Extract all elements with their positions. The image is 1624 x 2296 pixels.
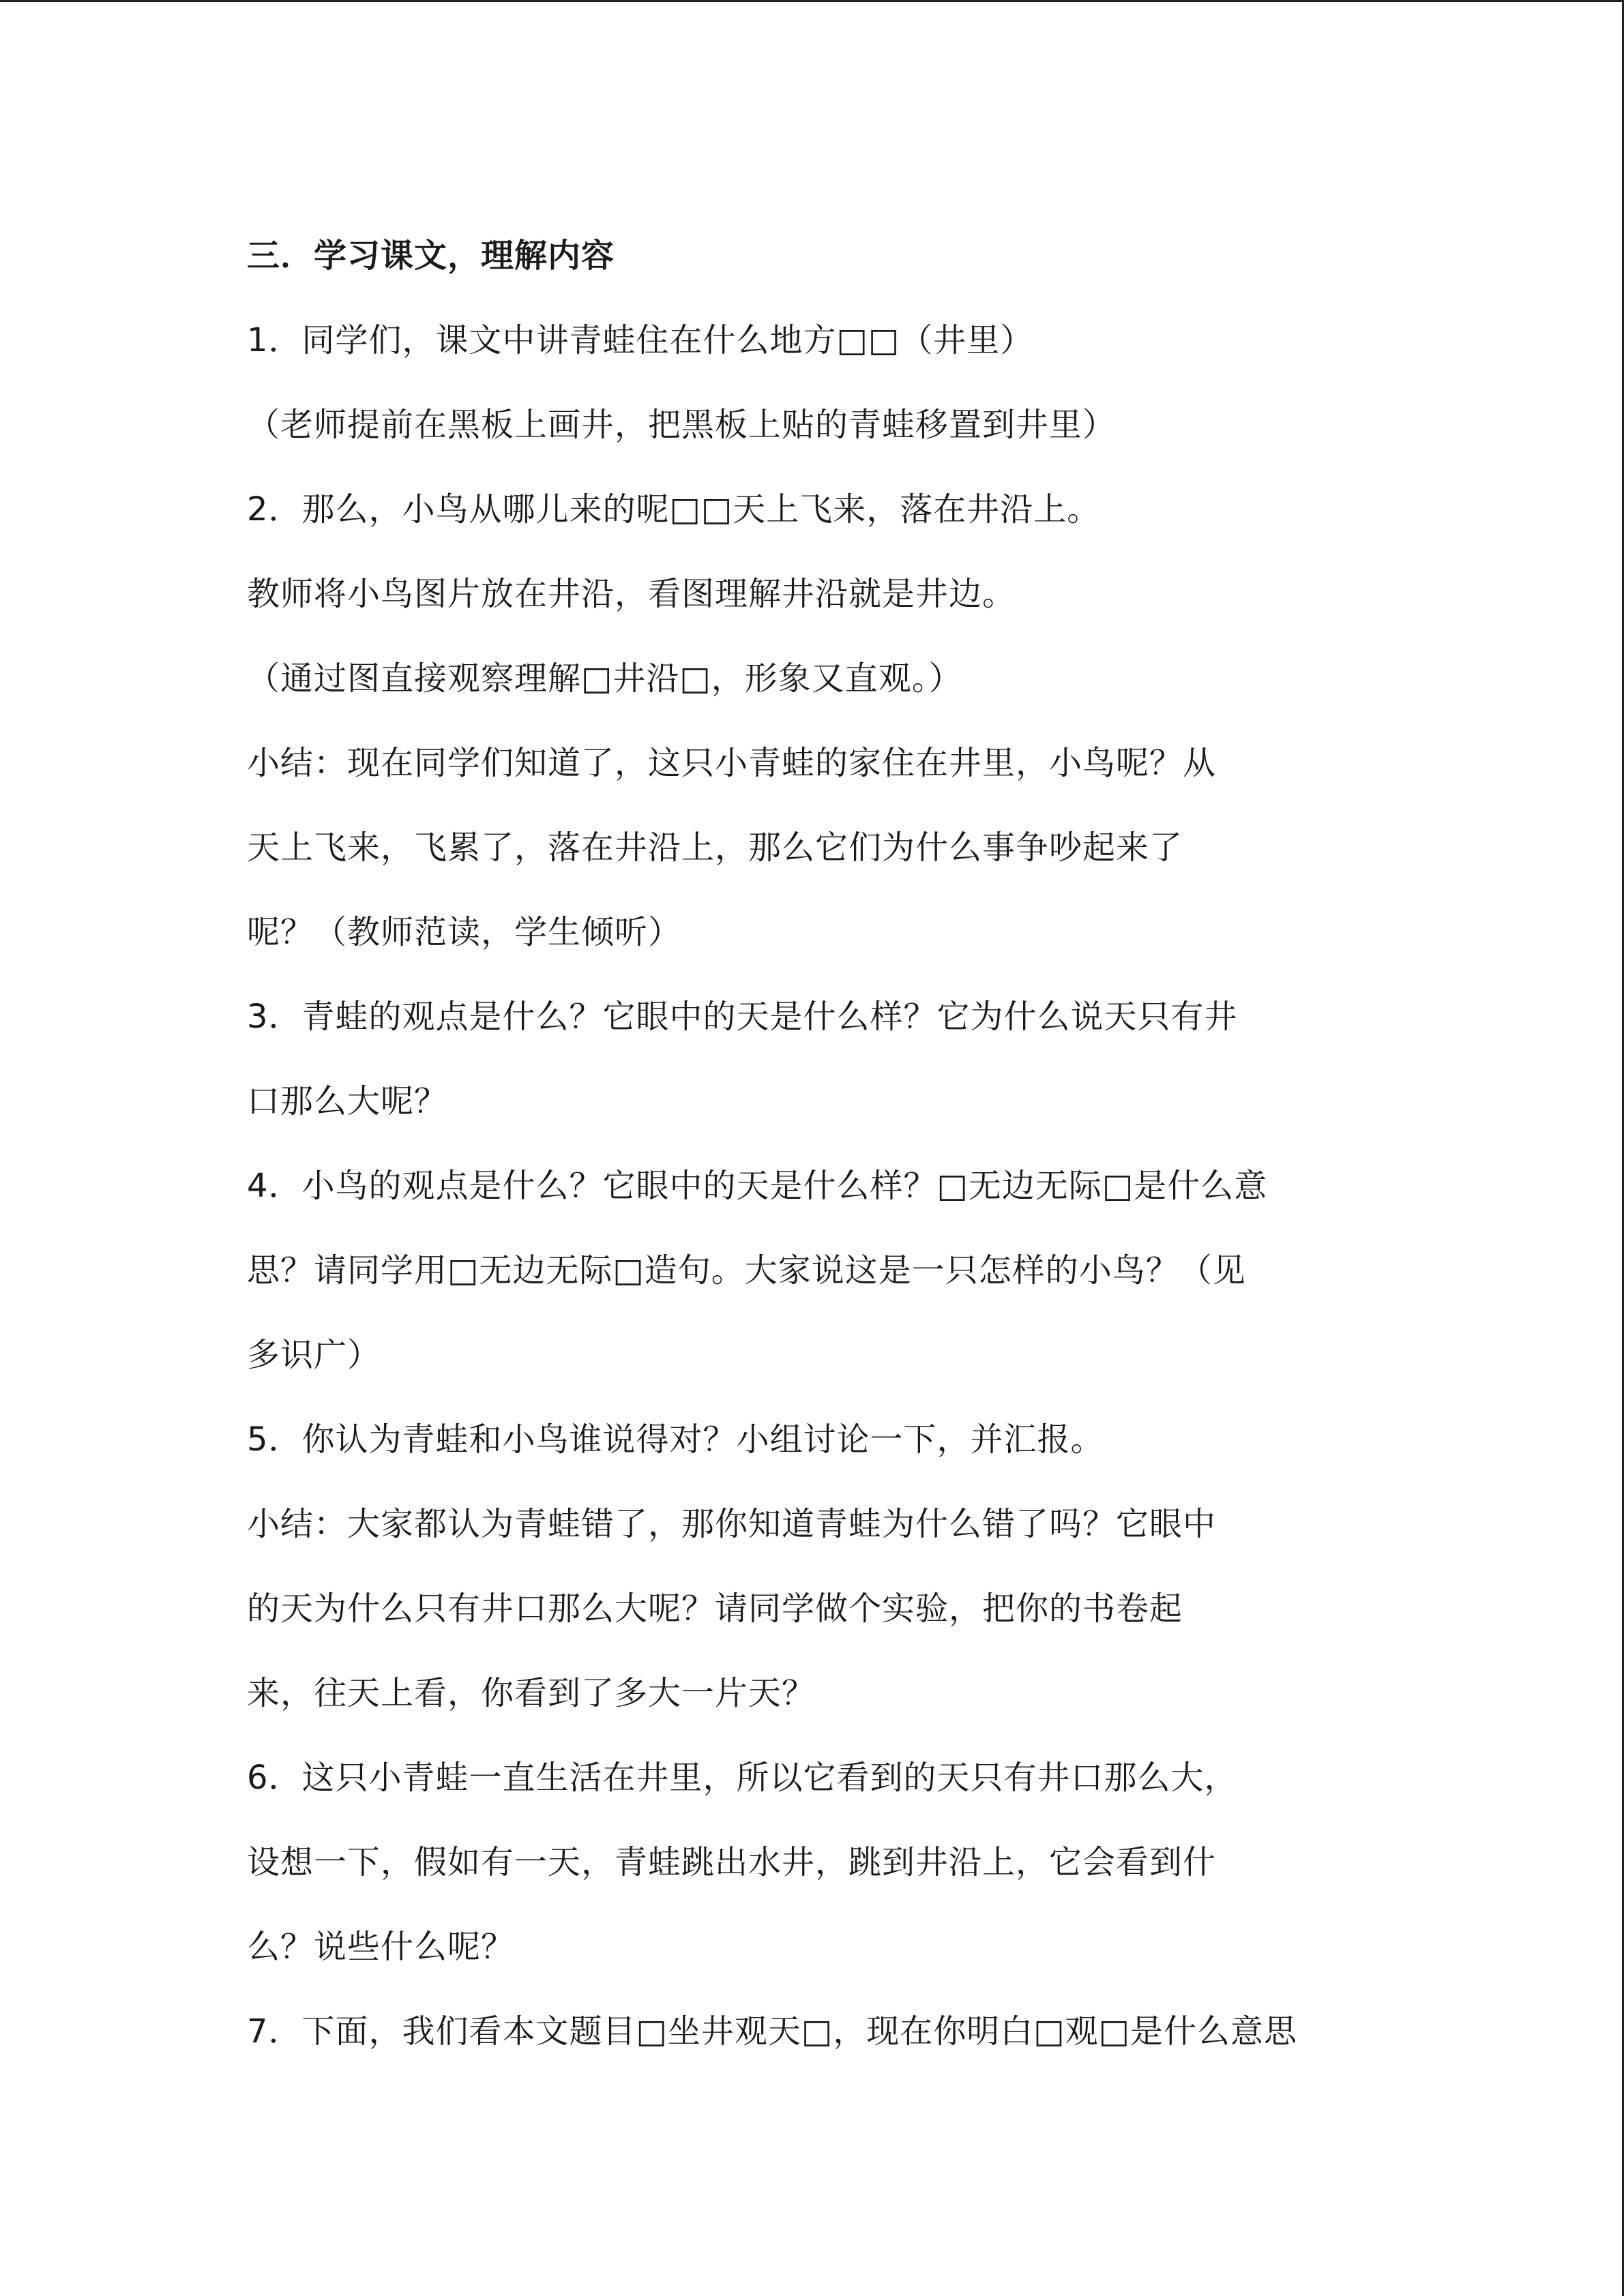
text-line: 来，往天上看，你看到了多大一片天？ bbox=[247, 1674, 816, 1712]
text-line: （老师提前在黑板上画井，把黑板上贴的青蛙移置到井里） bbox=[247, 406, 1117, 444]
text-line: 小结：现在同学们知道了，这只小青蛙的家住在井里，小鸟呢？从 bbox=[247, 744, 1217, 782]
text-line: 口那么大呢？ bbox=[247, 1082, 448, 1120]
text-line: 6．这只小青蛙一直生活在井里，所以它看到的天只有井口那么大， bbox=[247, 1759, 1238, 1797]
section-heading: 三．学习课文，理解内容 bbox=[247, 237, 615, 275]
text-line: 呢？（教师范读，学生倾听） bbox=[247, 913, 682, 951]
text-line: 2．那么，小鸟从哪儿来的呢□□天上飞来，落在井沿上。 bbox=[247, 490, 1101, 528]
text-line: 多识广） bbox=[247, 1336, 381, 1374]
text-line: （通过图直接观察理解□井沿□，形象又直观。） bbox=[247, 659, 962, 698]
text-line: 思？请同学用□无边无际□造句。大家说这是一只怎样的小鸟？（见 bbox=[247, 1251, 1246, 1289]
text-line: 小结：大家都认为青蛙错了，那你知道青蛙为什么错了吗？它眼中 bbox=[247, 1505, 1217, 1543]
text-line: 1．同学们，课文中讲青蛙住在什么地方□□（井里） bbox=[247, 321, 1034, 359]
text-line: 设想一下，假如有一天，青蛙跳出水井，跳到井沿上，它会看到什 bbox=[247, 1843, 1217, 1881]
text-line: 的天为什么只有井口那么大呢？请同学做个实验，把你的书卷起 bbox=[247, 1590, 1183, 1628]
text-line: 么？说些什么呢？ bbox=[247, 1928, 515, 1966]
document-body bbox=[247, 213, 1406, 2074]
text-line: 教师将小鸟图片放在井沿，看图理解井沿就是井边。 bbox=[247, 575, 1016, 613]
text-line: 3．青蛙的观点是什么？它眼中的天是什么样？它为什么说天只有井 bbox=[247, 998, 1238, 1036]
text-line: 天上飞来，飞累了，落在井沿上，那么它们为什么事争吵起来了 bbox=[247, 829, 1183, 867]
text-line: 5．你认为青蛙和小鸟谁说得对？小组讨论一下，并汇报。 bbox=[247, 1420, 1104, 1459]
text-line: 4．小鸟的观点是什么？它眼中的天是什么样？□无边无际□是什么意 bbox=[247, 1167, 1268, 1205]
text-line: 7．下面，我们看本文题目□坐井观天□，现在你明白□观□是什么意思 bbox=[247, 2012, 1297, 2051]
